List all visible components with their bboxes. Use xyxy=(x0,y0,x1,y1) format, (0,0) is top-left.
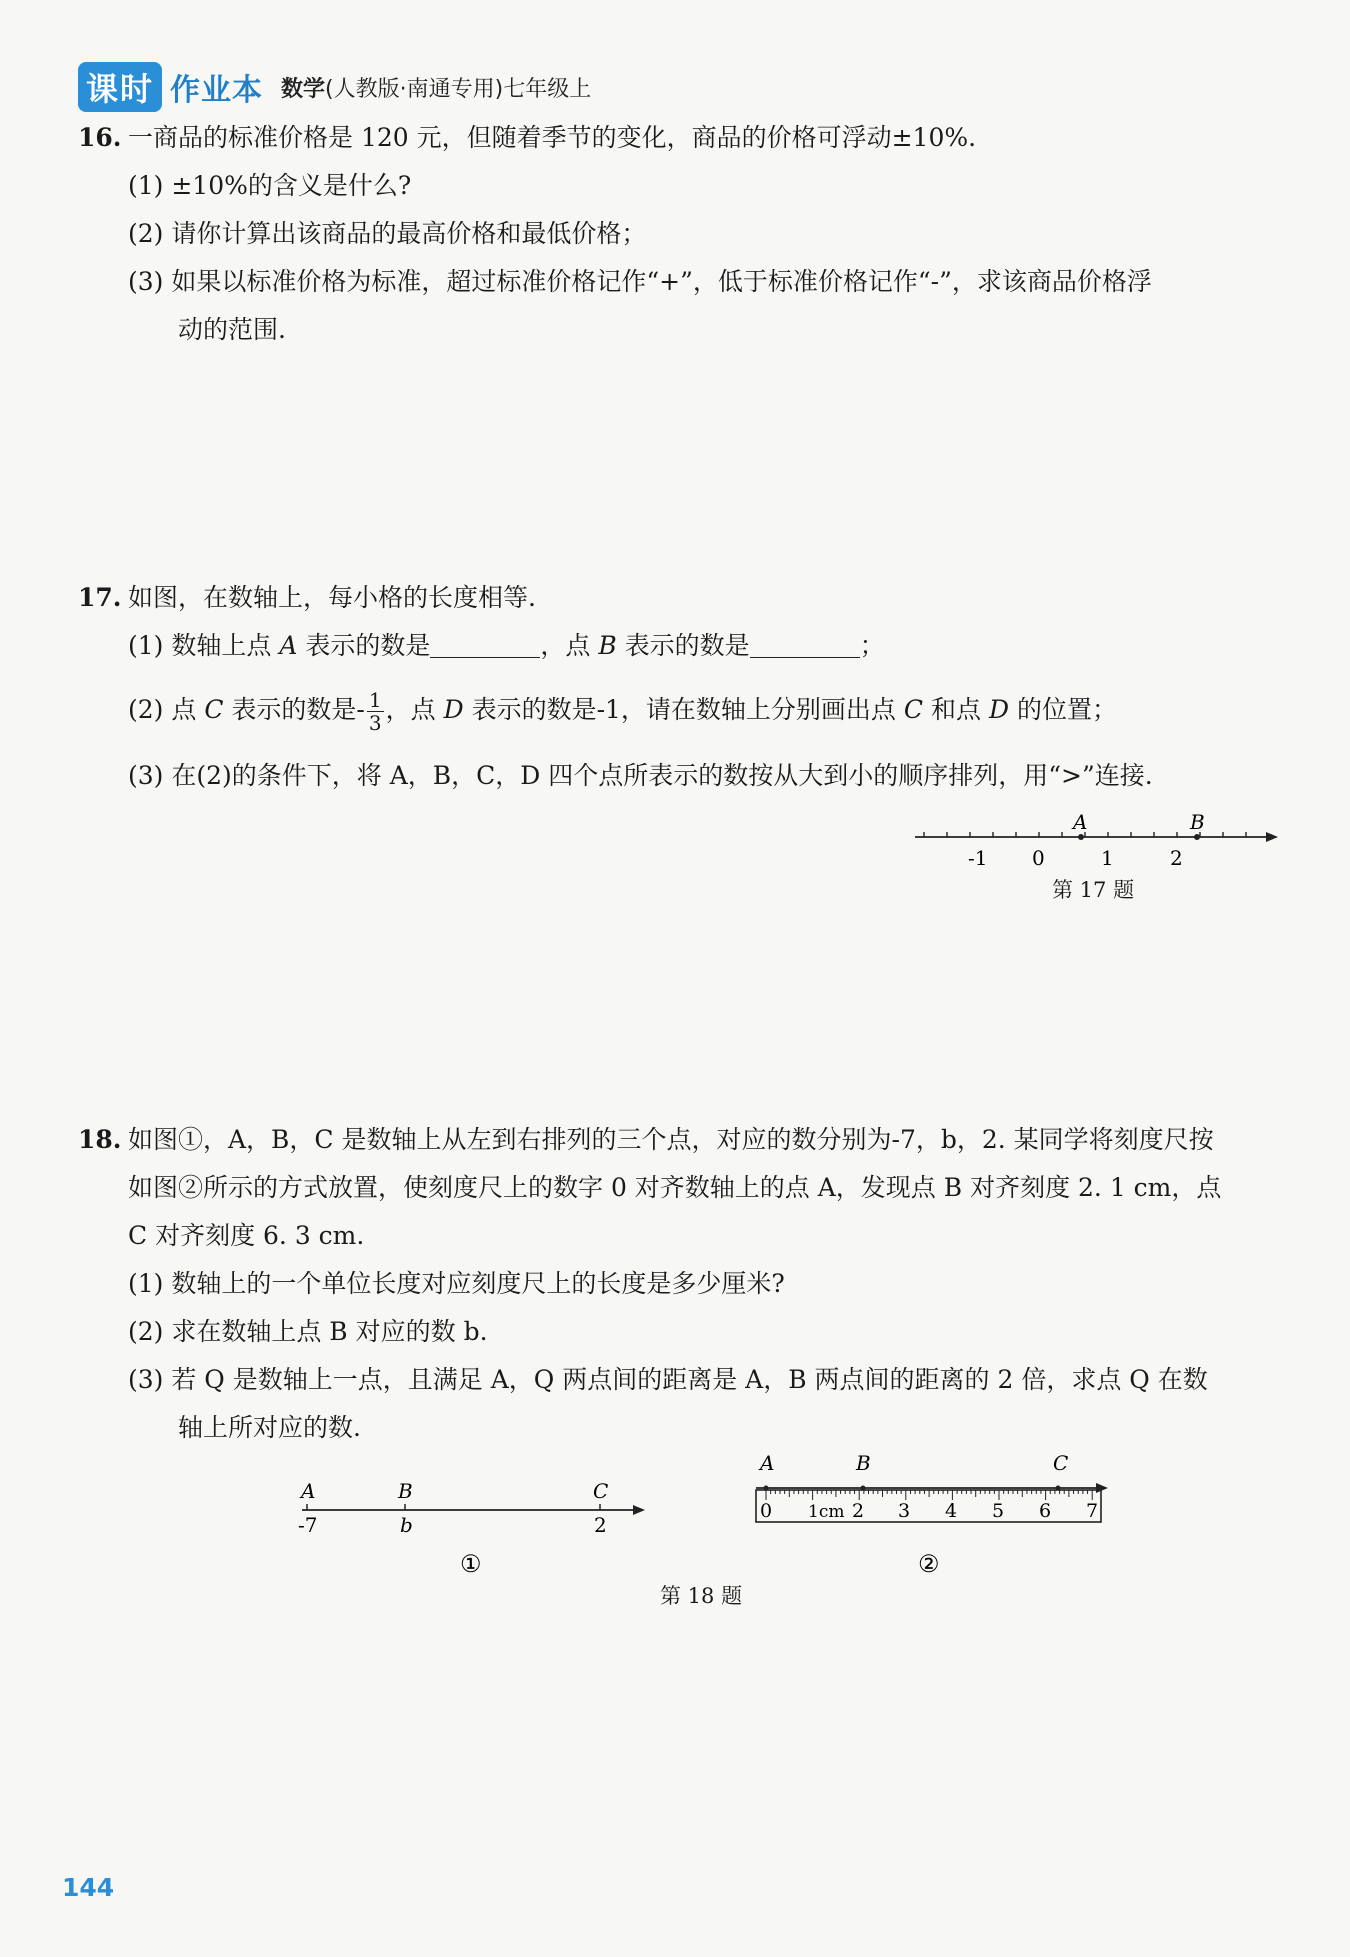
q16-part2: (2) 请你计算出该商品的最高价格和最低价格； xyxy=(128,219,647,248)
point-a xyxy=(1078,834,1084,840)
fraction-numerator: 1 xyxy=(368,688,382,712)
q18-line3: C 对齐刻度 6. 3 cm. xyxy=(128,1221,365,1250)
subject-rest: (人教版·南通专用)七年级上 xyxy=(325,76,592,102)
q16-part1: (1) ±10%的含义是什么? xyxy=(128,171,412,200)
q17-p2-text-f: 的位置； xyxy=(1016,695,1117,724)
q17-part3: (3) 在(2)的条件下，将 A，B，C，D 四个点所表示的数按从大到小的顺序排列，用“>”连接. xyxy=(128,761,1153,790)
ruler-1cm: 1cm xyxy=(808,1502,845,1522)
axis-arrow xyxy=(1096,1483,1108,1493)
ruler-5: 5 xyxy=(992,1500,1005,1522)
figure-mark-2: ② xyxy=(918,1550,940,1578)
figure-mark-1: ① xyxy=(460,1550,482,1578)
q18-number: 18. xyxy=(78,1125,122,1154)
ruler-2: 2 xyxy=(852,1500,865,1522)
axis-arrow xyxy=(1266,832,1278,842)
q17-p2-text-e: 和点 xyxy=(930,695,981,724)
label-b: B xyxy=(1190,810,1205,834)
axis-arrow xyxy=(633,1505,645,1515)
ruler-6: 6 xyxy=(1039,1500,1052,1522)
label-a: A xyxy=(301,1479,316,1503)
answer-blank-b[interactable] xyxy=(750,629,860,658)
q17-number-line xyxy=(910,805,1290,875)
q18-caption: 第 18 题 xyxy=(660,1584,743,1608)
fraction xyxy=(367,689,384,734)
q17-p2-text-c: ，点 xyxy=(385,695,436,724)
q17-number: 17. xyxy=(78,583,122,612)
header xyxy=(78,62,591,112)
q16-stem-text: 一商品的标准价格是 120 元，但随着季节的变化，商品的价格可浮动±10%. xyxy=(128,123,977,152)
q17-caption: 第 17 题 xyxy=(1052,878,1135,902)
q18-line1-text: 如图①，A，B，C 是数轴上从左到右排列的三个点，对应的数分别为-7，b，2. 某同学将刻度尺按 xyxy=(128,1125,1214,1154)
q18-part2: (2) 求在数轴上点 B 对应的数 b. xyxy=(128,1317,488,1346)
q17-stem xyxy=(78,574,1278,622)
ruler-4: 4 xyxy=(945,1500,958,1522)
point-b xyxy=(1194,834,1200,840)
q16-number: 16. xyxy=(78,123,122,152)
label-c: C xyxy=(1053,1451,1069,1475)
q17-p1-point-b: B xyxy=(598,631,617,660)
q17-p1-point-a: A xyxy=(279,631,298,660)
q17-p2-point-c2: C xyxy=(903,695,924,724)
ruler-0: 0 xyxy=(760,1500,773,1522)
q17-p2-point-d2: D xyxy=(988,695,1009,724)
fraction-denominator: 3 xyxy=(368,711,382,735)
q18-part3: (3) 若 Q 是数轴上一点，且满足 A，Q 两点间的距离是 A，B 两点间的距离的 2 倍，求点 Q 在数 xyxy=(128,1365,1208,1394)
logo-text: 作业本 xyxy=(170,73,264,108)
label-a: A xyxy=(1073,810,1088,834)
q17-p2-point-d: D xyxy=(443,695,464,724)
q18-part3-cont: 轴上所对应的数. xyxy=(178,1413,361,1442)
q18-line1 xyxy=(78,1116,1278,1164)
q17-p1-text-a: (1) 数轴上点 xyxy=(128,631,272,660)
q17-part2 xyxy=(128,686,1278,734)
label-b: B xyxy=(856,1451,871,1475)
q17-p2-text-b: 表示的数是- xyxy=(231,695,365,724)
q17-p1-text-d: 表示的数是 xyxy=(624,631,750,660)
value-b: b xyxy=(400,1513,413,1537)
tick-label-0: 0 xyxy=(1032,846,1045,870)
q17-p1-text-b: 表示的数是 xyxy=(305,631,431,660)
value-c: 2 xyxy=(594,1513,607,1537)
label-a: A xyxy=(760,1451,775,1475)
q16-stem xyxy=(78,114,1278,162)
tick-label-neg1: -1 xyxy=(968,846,988,870)
q17-p2-point-c: C xyxy=(204,695,224,724)
q17-part1 xyxy=(128,622,1278,670)
q18-figure-1 xyxy=(290,1470,660,1580)
ruler-3: 3 xyxy=(898,1500,911,1522)
subject-bold: 数学 xyxy=(281,76,326,102)
q17-p1-text-c: ，点 xyxy=(540,631,591,660)
q17-p2-text-a: (2) 点 xyxy=(128,695,197,724)
q17-p2-text-d: 表示的数是-1，请在数轴上分别画出点 xyxy=(471,695,896,724)
ruler-ticks xyxy=(766,1490,1092,1500)
label-b: B xyxy=(398,1479,413,1503)
answer-blank-a[interactable] xyxy=(430,629,540,658)
label-c: C xyxy=(593,1479,609,1503)
subject-title xyxy=(281,72,591,103)
page-number: 144 xyxy=(62,1873,115,1902)
q17-stem-text: 如图，在数轴上，每小格的长度相等. xyxy=(128,583,536,612)
q17-p1-text-e: ； xyxy=(859,631,885,660)
q16-part3: (3) 如果以标准价格为标准，超过标准价格记作“+”，低于标准价格记作“-”，求该商品价格浮 xyxy=(128,267,1152,296)
ruler-7: 7 xyxy=(1086,1500,1099,1522)
q18-line2: 如图②所示的方式放置，使刻度尺上的数字 0 对齐数轴上的点 A，发现点 B 对齐刻度 2. 1 cm，点 xyxy=(128,1173,1222,1202)
q18-part1: (1) 数轴上的一个单位长度对应刻度尺上的长度是多少厘米? xyxy=(128,1269,785,1298)
tick-label-1: 1 xyxy=(1101,846,1114,870)
q16-part3-cont: 动的范围. xyxy=(178,315,286,344)
logo-box: 课时 xyxy=(78,62,162,112)
tick-label-2: 2 xyxy=(1170,846,1183,870)
q18-figure-2 xyxy=(748,1448,1118,1580)
value-a: -7 xyxy=(298,1513,318,1537)
